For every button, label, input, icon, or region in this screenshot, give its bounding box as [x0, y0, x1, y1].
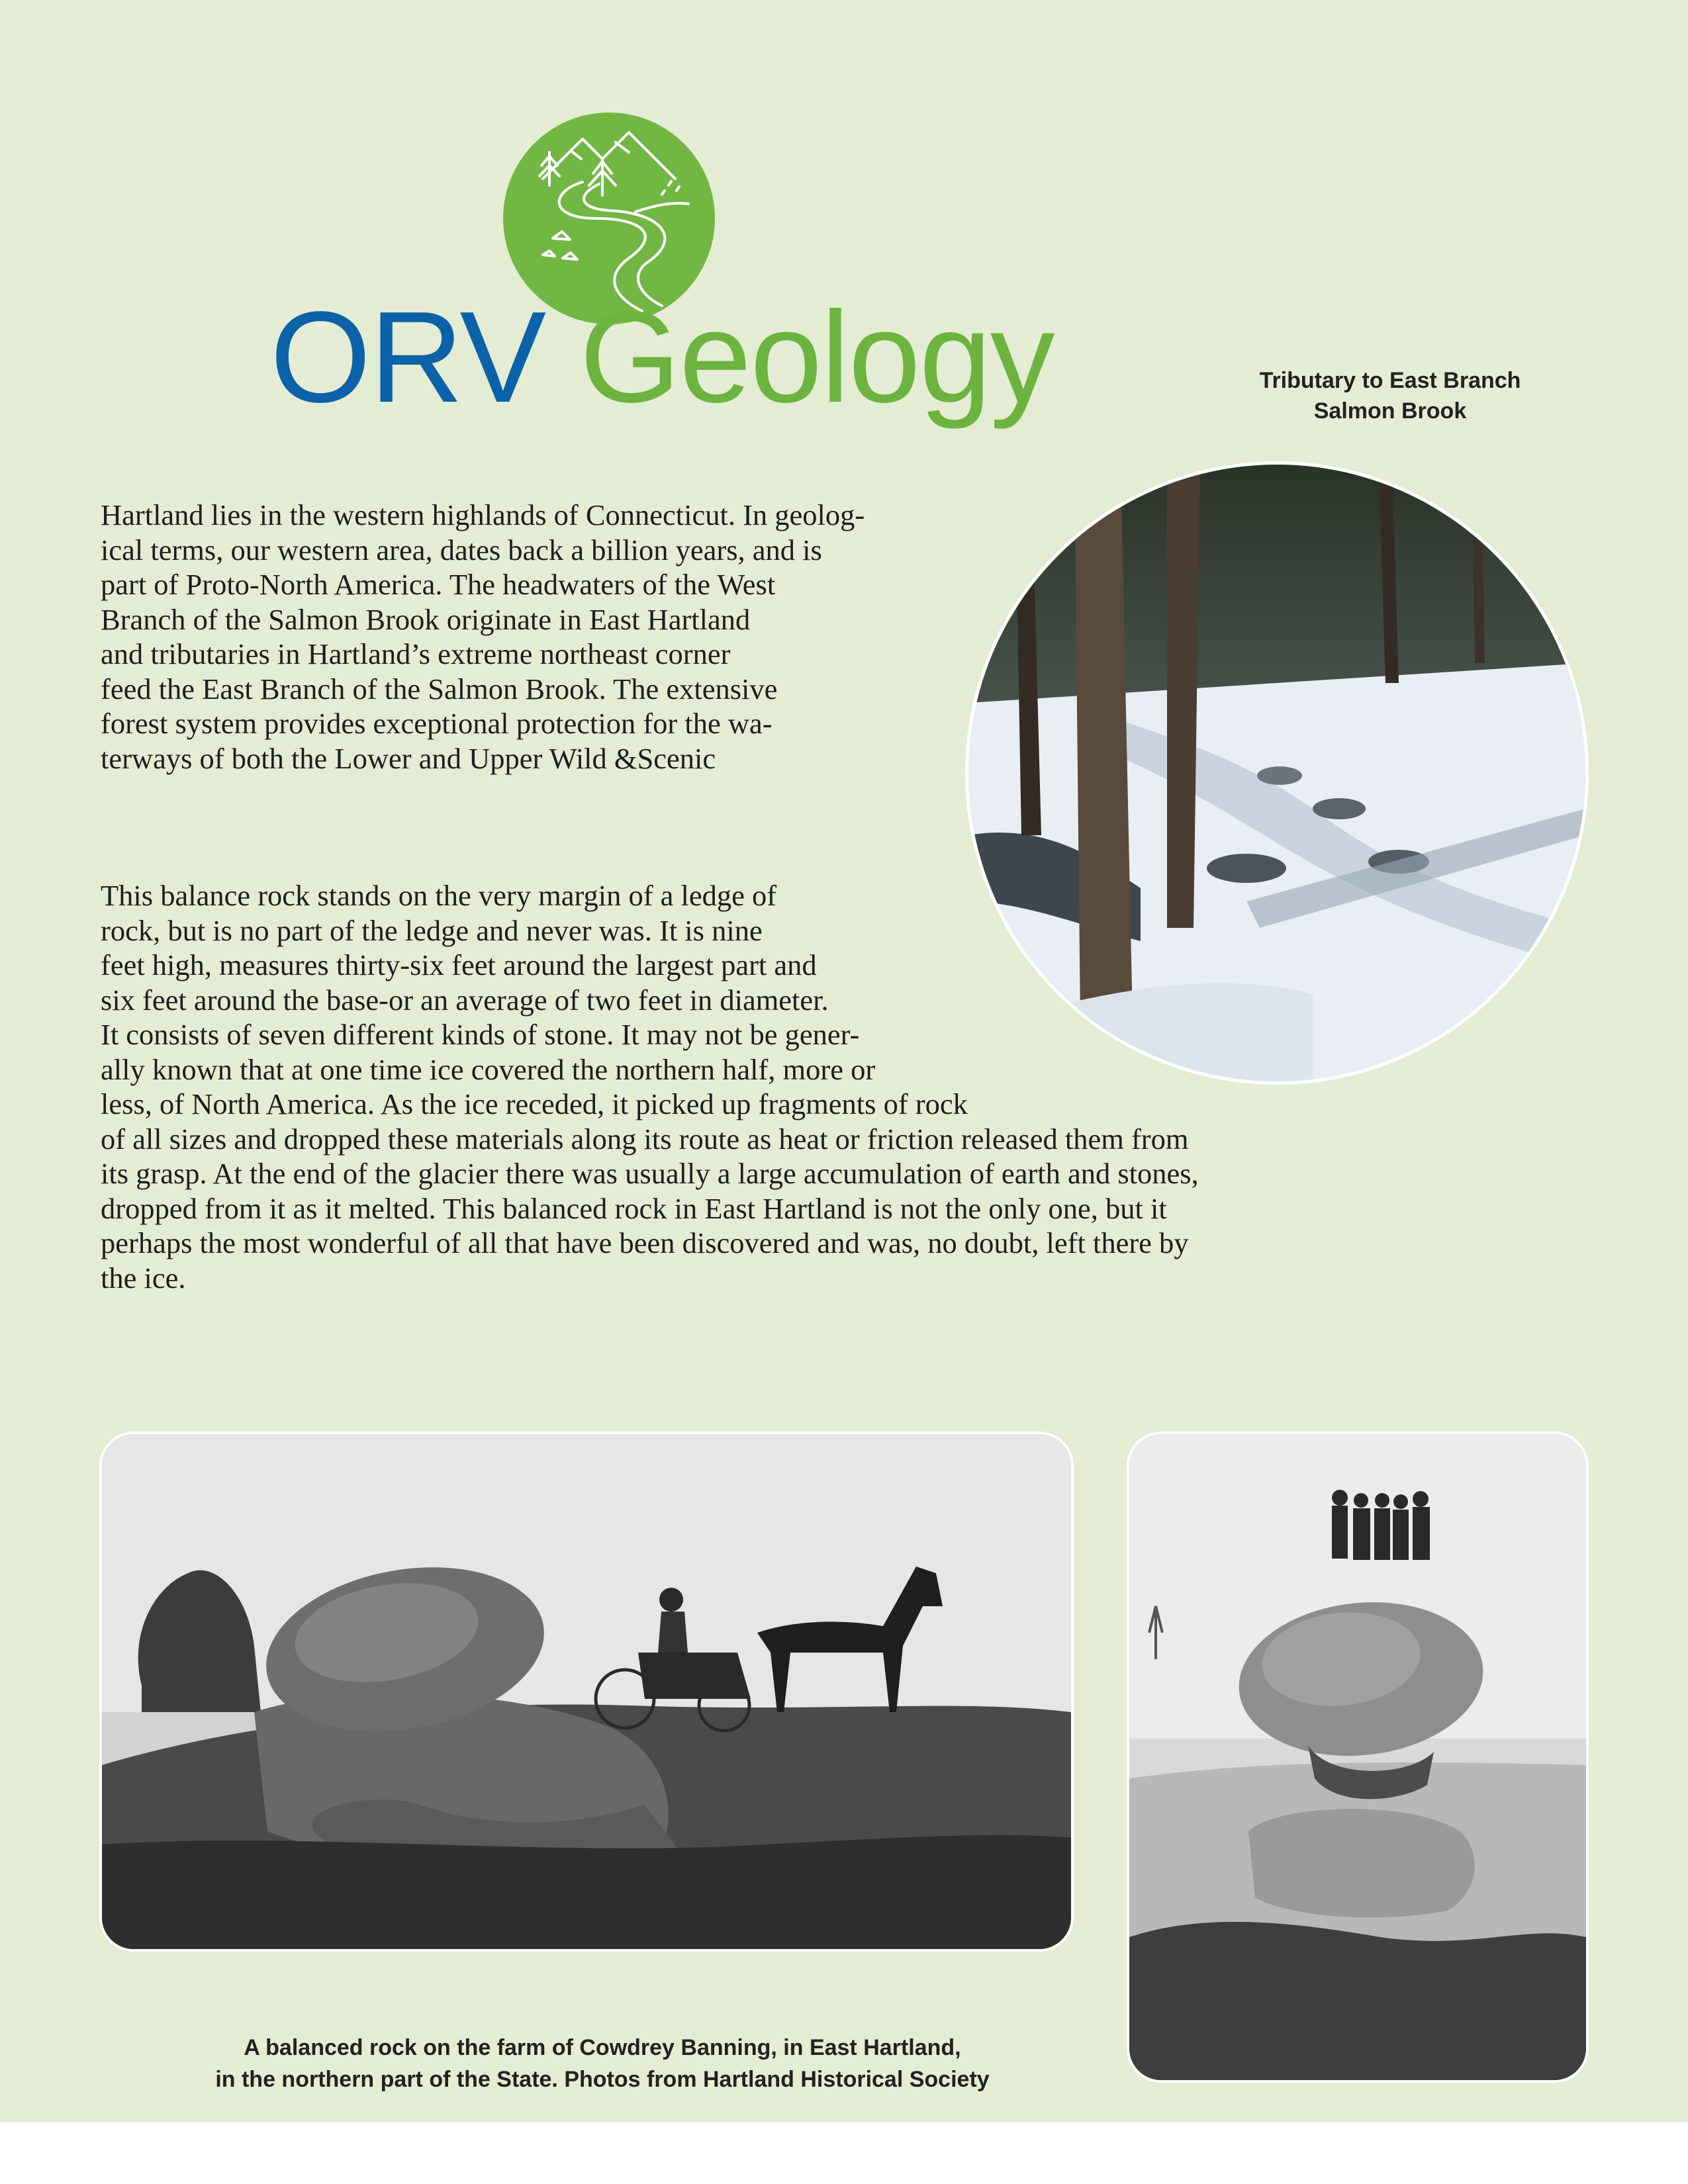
paragraph-line: feet high, measures thirty-six feet around the largest part and	[101, 948, 817, 981]
balance-rock-paragraph	[101, 878, 1199, 1295]
caption-line: A balanced rock on the farm of Cowdrey Banning, in East Hartland,	[244, 2035, 961, 2060]
paragraph-line: Hartland lies in the western highlands of Connecticut. In geolog-	[101, 498, 865, 531]
paragraph-line: It consists of seven different kinds of stone. It may not be gener-	[101, 1018, 860, 1051]
paragraph-line: forest system provides exceptional protection for the wa-	[101, 707, 773, 740]
title-orv: ORV	[270, 285, 545, 430]
caption-line: in the northern part of the State. Photos from Hartland Historical Society	[215, 2067, 990, 2092]
page-title	[270, 285, 1054, 430]
paragraph-line: perhaps the most wonderful of all that have been discovered and was, no doubt, left there by	[101, 1226, 1189, 1259]
paragraph-line: six feet around the base-or an average of two feet in diameter.	[101, 983, 829, 1017]
paragraph-line: of all sizes and dropped these materials along its route as heat or friction released them from	[101, 1122, 1189, 1156]
caption-line: Tributary to East Branch	[1259, 368, 1521, 393]
paragraph-line: This balance rock stands on the very margin of a ledge of	[101, 879, 777, 912]
paragraph-line: Branch of the Salmon Brook originate in East Hartland	[101, 602, 751, 636]
paragraph-line: ical terms, our western area, dates back a billion years, and is	[101, 533, 822, 567]
balanced-rock-horse-buggy-photo	[99, 1432, 1074, 1952]
caption-line: Salmon Brook	[1313, 398, 1467, 424]
paragraph-line: rock, but is no part of the ledge and never was. It is nine	[101, 913, 763, 947]
paragraph-line: ally known that at one time ice covered the northern half, more or	[101, 1052, 876, 1086]
paragraph-line: the ice.	[101, 1261, 186, 1295]
paragraph-line: dropped from it as it melted. This balanced rock in East Hartland is not the only one, but it	[101, 1191, 1167, 1225]
balanced-rock-caption	[152, 2032, 1053, 2095]
people-on-balanced-rock-photo	[1127, 1432, 1589, 2083]
paragraph-line: less, of North America. As the ice receded, it picked up fragments of rock	[101, 1087, 968, 1120]
tributary-caption	[1225, 365, 1556, 426]
paragraph-line: feed the East Branch of the Salmon Brook. The extensive	[101, 672, 778, 705]
intro-paragraph	[101, 498, 865, 776]
title-geology: Geology	[579, 285, 1054, 430]
paragraph-line: part of Proto-North America. The headwaters of the West	[101, 568, 776, 601]
paragraph-line: terways of both the Lower and Upper Wild &Scenic	[101, 741, 716, 775]
paragraph-line: and tributaries in Hartland’s extreme northeast corner	[101, 637, 731, 670]
paragraph-line: its grasp. At the end of the glacier there was usually a large accumulation of earth and stones,	[101, 1157, 1199, 1190]
